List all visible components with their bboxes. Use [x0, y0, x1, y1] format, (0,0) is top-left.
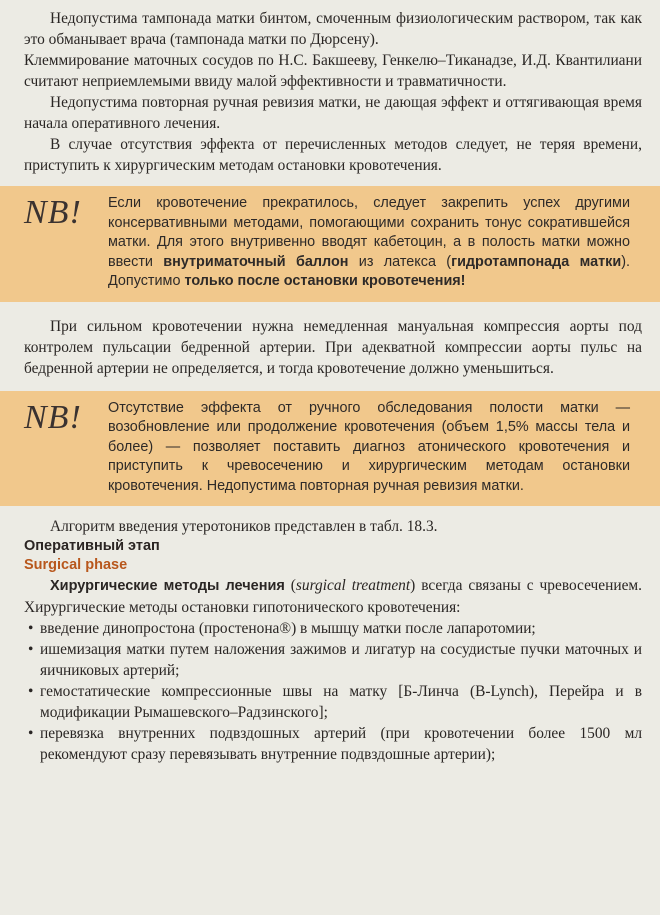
- list-item: • введение динопростона (простенона®) в мышцу матки после лапаротомии;: [24, 618, 642, 639]
- nb-mark: NB!: [24, 194, 82, 231]
- paragraph-tamponade: Недопустима тампонада матки бинтом, смоченным физиологическим раствором, так как это обманывает врача (тампонада матки по Дюрсену).: [24, 10, 642, 48]
- nb-callout-2-text: Отсутствие эффекта от ручного обследования полости матки — возобновление или продолжение кровотечения (объем 1,5% массы тела и более) — позволяет поставить диагноз атонического кровотечения и приступить к чревосечению и хирургическим методам остановки кровотечения. Недопустима повторная ручная ревизия матки.: [108, 399, 630, 494]
- nb-callout-1-text: Если кровотечение прекратилось, следует закрепить успех другими консервативными методами, помогающими сохранить тонус сократившейся матки. Для этого внутривенно вводят кабетоцин, а в полость матки можно ввести внутриматочный баллон из латекса (гидротампонада матки). Допустимо только после остановки кровотечения!: [108, 195, 630, 289]
- nb-callout-2: [0, 391, 660, 507]
- paragraph-surgical-transition: В случае отсутствия эффекта от перечисленных методов следует, не теряя времени, приступить к хирургическим методам остановки кровотечения.: [24, 136, 642, 174]
- list-item: • перевязка внутренних подвздошных артерий (при кровотечении более 1500 мл рекомендуют сразу перевязывать внутренние подвздошные артерии);: [24, 723, 642, 765]
- nb-callout-1: [0, 186, 660, 302]
- list-item: • ишемизация матки путем наложения зажимов и лигатур на сосудистые пучки маточных и яичниковых артерий;: [24, 639, 642, 681]
- nb-mark: NB!: [24, 398, 82, 436]
- bold-balloon: внутриматочный баллон: [163, 253, 349, 270]
- section-heading-en: Surgical phase: [24, 557, 128, 573]
- surgical-methods-list: [24, 618, 642, 765]
- bold-only-after: только после остановки кровотечения!: [184, 273, 466, 289]
- paragraph-algorithm: Алгоритм введения утеротоников представлен в табл. 18.3.: [50, 518, 438, 535]
- paragraph-aortic-compression: При сильном кровотечении нужна немедленная мануальная компрессия аорты под контролем пульсации бедренной артерии. При адекватной компрессии аорты пульс на бедренной артерии не определяется, и тогда кровотечение должно уменьшиться.: [24, 317, 642, 377]
- paragraph-surgical-methods: Хирургические методы лечения (surgical treatment) всегда связаны с чревосечением. Хирургические методы остановки гипотонического кровотечения:: [24, 577, 642, 616]
- section-heading-ru: Оперативный этап: [24, 538, 160, 554]
- bold-hydrotamponade: гидротампонада матки: [451, 253, 622, 270]
- list-item: • гемостатические компрессионные швы на матку [Б-Линча (B-Lynch), Перейра и в модификации Рымашевского–Радзинского];: [24, 681, 642, 723]
- paragraph-clamping: Клеммирование маточных сосудов по Н.С. Бакшееву, Генкелю–Тиканадзе, И.Д. Квантилиани считают неприемлемыми ввиду малой эффективности и травматичности.: [24, 52, 642, 90]
- paragraph-repeat-revision: Недопустима повторная ручная ревизия матки, не дающая эффект и оттягивающая время начала оперативного лечения.: [24, 94, 642, 132]
